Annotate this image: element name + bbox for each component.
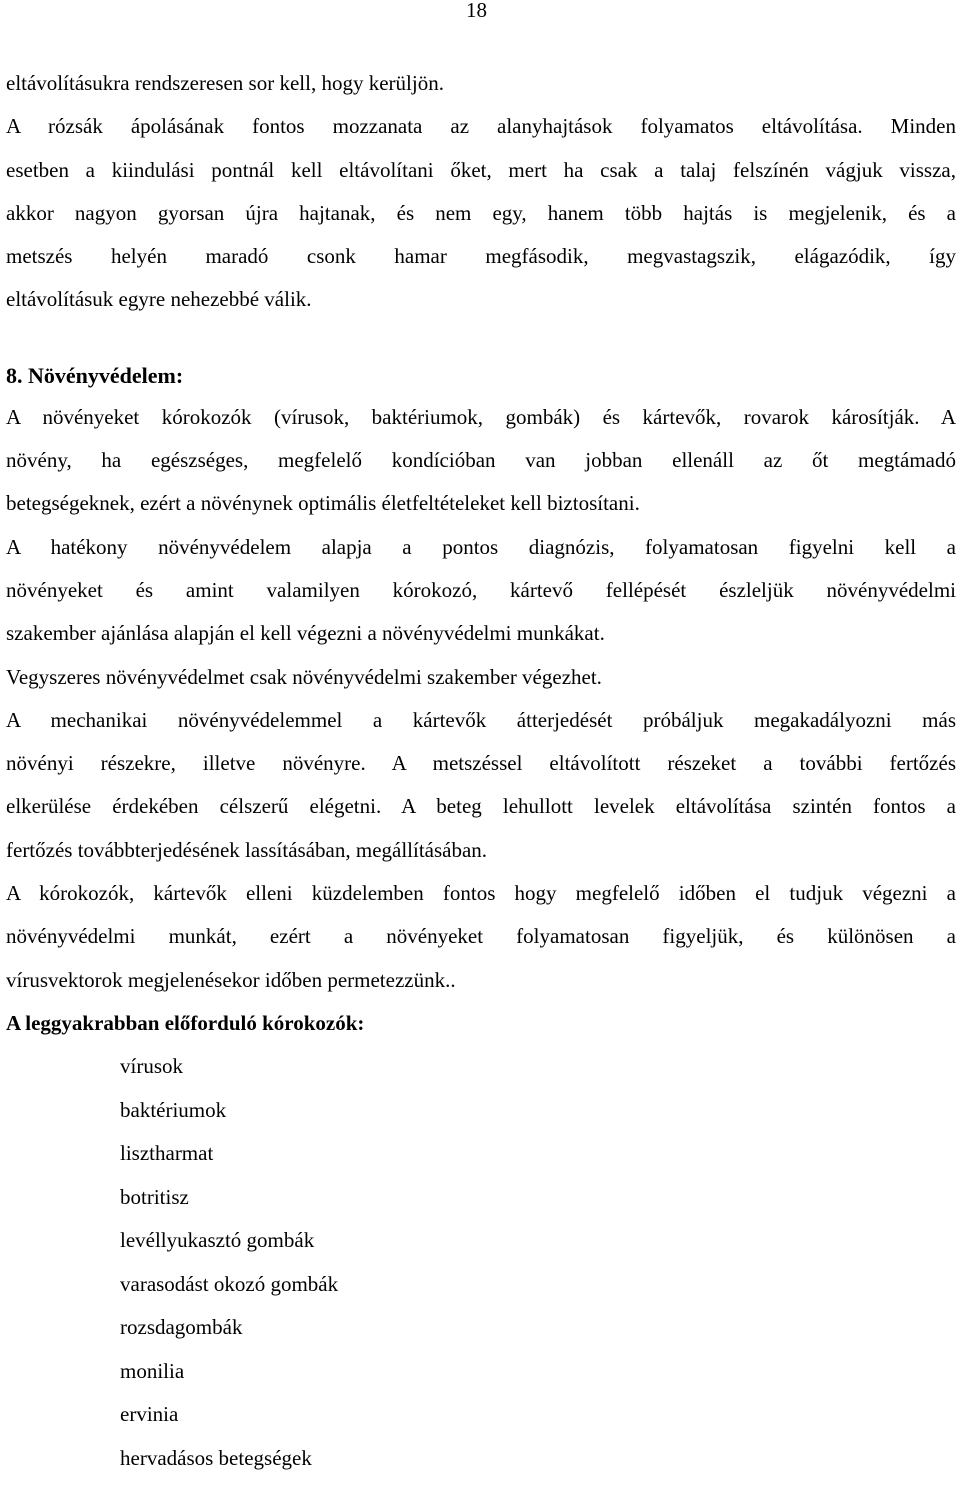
list-item: botritisz: [120, 1184, 189, 1209]
pathogens-list: [6, 1045, 956, 1480]
list-item: hervadásos betegségek: [120, 1445, 312, 1470]
list-item: ervinia: [120, 1402, 179, 1427]
list-item: lisztharmat: [120, 1141, 214, 1166]
text-line: metszés helyén maradó csonk hamar megfásodik, megvastagszik, elágazódik, így: [6, 244, 956, 269]
list-item: baktériumok: [120, 1097, 227, 1122]
text-line: esetben a kiindulási pontnál kell eltávolítani őket, mert ha csak a talaj felszínén vágjuk vissza,: [6, 157, 956, 182]
text-line: szakember ajánlása alapján el kell végezni a növényvédelmi munkákat.: [6, 621, 605, 646]
text-line: növényvédelmi munkát, ezért a növényeket folyamatosan figyeljük, és különösen a: [6, 924, 956, 949]
text-line: eltávolításukra rendszeresen sor kell, hogy kerüljön.: [6, 71, 444, 95]
text-line: akkor nagyon gyorsan újra hajtanak, és nem egy, hanem több hajtás is megjelenik, és a: [6, 200, 956, 225]
text-line: A rózsák ápolásának fontos mozzanata az alanyhajtások folyamatos eltávolítása. Minden: [6, 114, 956, 139]
text-line: A hatékony növényvédelem alapja a pontos diagnózis, folyamatosan figyelni kell a: [6, 534, 956, 559]
text-line: A mechanikai növényvédelemmel a kártevők átterjedését próbáljuk megakadályozni más: [6, 707, 956, 732]
document-body: [6, 62, 956, 1480]
text-line: növényeket és amint valamilyen kórokozó, kártevő fellépését észleljük növényvédelmi: [6, 577, 956, 602]
pathogens-heading: A leggyakrabban előforduló kórokozók:: [6, 1010, 365, 1035]
text-line: fertőzés továbbterjedésének lassításában, megállításában.: [6, 837, 488, 862]
list-item: varasodást okozó gombák: [120, 1271, 339, 1296]
text-line: betegségeknek, ezért a növénynek optimális életfeltételeket kell biztosítani.: [6, 491, 640, 516]
list-item: monilia: [120, 1358, 185, 1383]
text-line: A kórokozók, kártevők elleni küzdelemben fontos hogy megfelelő időben el tudjuk végezni a: [6, 881, 956, 906]
section-body: [6, 396, 956, 1002]
text-line: A növényeket kórokozók (vírusok, baktériumok, gombák) és kártevők, rovarok károsítják. A: [6, 404, 956, 429]
text-line: eltávolításuk egyre nehezebbé válik.: [6, 287, 312, 312]
text-line: növény, ha egészséges, megfelelő kondícióban van jobban ellenáll az őt megtámadó: [6, 448, 956, 473]
page-number: 18: [466, 0, 487, 22]
list-item: rozsdagombák: [120, 1315, 243, 1340]
text-line: Vegyszeres növényvédelmet csak növényvédelmi szakember végezhet.: [6, 664, 602, 689]
section-heading: 8. Növényvédelem:: [6, 362, 184, 388]
list-item: vírusok: [120, 1054, 183, 1079]
intro-paragraph: [6, 62, 956, 322]
text-line: elkerülése érdekében célszerű elégetni. A beteg lehullott levelek eltávolítása szintén fontos a: [6, 794, 956, 819]
text-line: vírusvektorok megjelenésekor időben permetezzünk..: [6, 967, 456, 992]
text-line: növényi részekre, illetve növényre. A metszéssel eltávolított részeket a további fertőzés: [6, 751, 956, 776]
list-item: levéllyukasztó gombák: [120, 1228, 315, 1253]
